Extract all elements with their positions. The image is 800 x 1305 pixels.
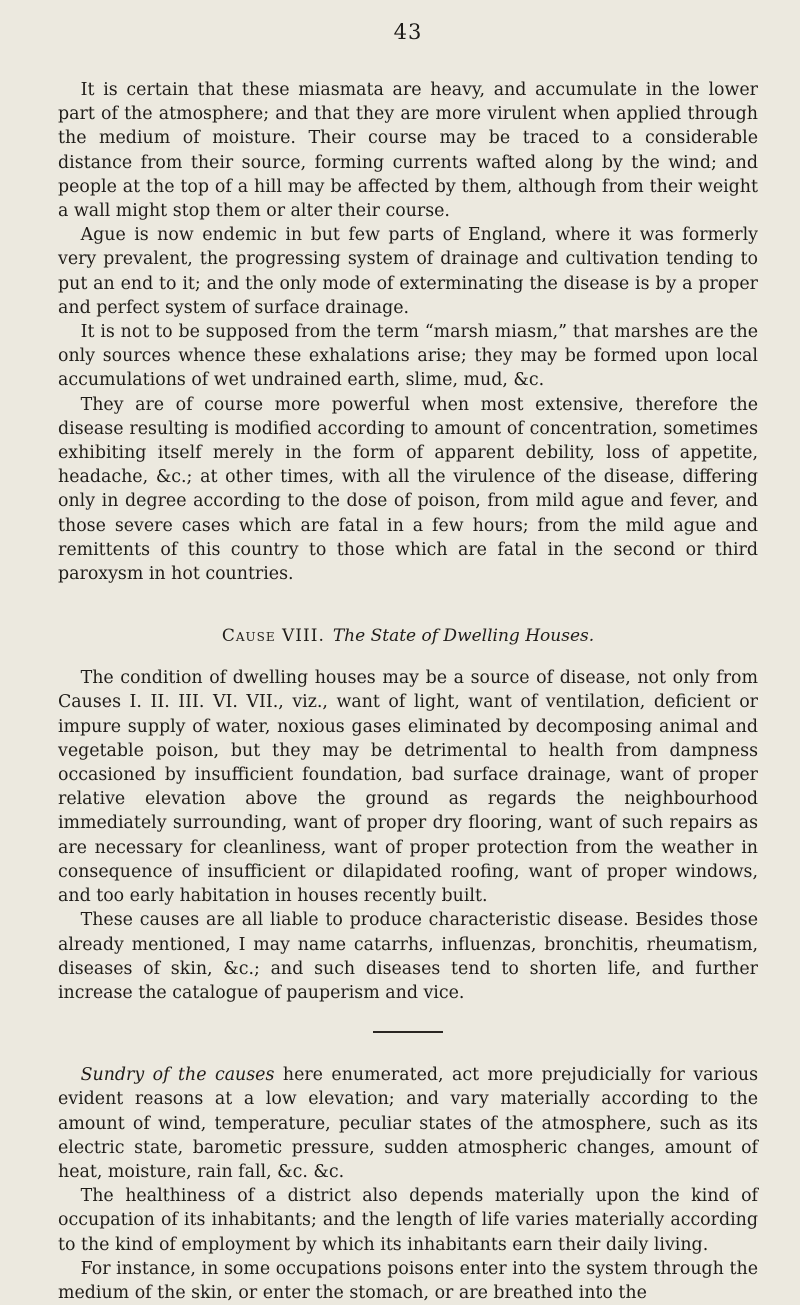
text-block-sundry-causes [58,1063,758,1305]
text-block-dwelling-houses [58,666,758,1005]
paragraph: The healthiness of a district also depends materially upon the kind of occupation of its inhabitants; and the length of life varies materially according to the kind of employment by which its inhabitants earn their daily living. [58,1186,758,1255]
paragraph: Ague is now endemic in but few parts of England, where it was formerly very prevalent, the progressing system of drainage and cultivation tending to put an end to it; and the only mode of exterminating the disease is by a proper and perfect system of surface drainage. [58,225,758,318]
paragraph: They are of course more powerful when most extensive, therefore the disease resulting is modified according to amount of concentration, sometimes exhibiting itself merely in the form of apparent debility, loss of appetite, headache, &c.; at other times, with all the virulence of the disease, differing only in degree according to the dose of poison, from mild ague and fever, and those severe cases which are fatal in a few hours; from the mild ague and remittents of this country to those which are fatal in the second or third paroxysm in hot countries. [58,394,758,585]
section-heading-title: The State of Dwelling Houses. [332,626,595,647]
paragraph: The condition of dwelling houses may be a source of disease, not only from Causes I. II. III. VI. VII., viz., want of light, want of ventilation, deficient or impure supply of water, noxious gases eliminated by decomposing animal and vegetable poison, but they may be detrimental to health from dampness occasioned by insufficient foundation, bad surface drainage, want of proper relative elevation above the ground as regards the neighbourhood immediately surrounding, want of proper dry flooring, want of such repairs as are necessary for cleanliness, want of proper protection from the weather in consequence of insufficient or dilapidated roofing, want of proper windows, and too early habitation in houses recently built. [58,668,758,907]
italic-lead-in: Sundry of the causes [80,1065,275,1086]
section-heading-label: Cause VIII. [221,626,325,647]
section-divider [373,1031,443,1033]
section-heading [58,626,758,646]
paragraph: For instance, in some occupations poisons enter into the system through the medium of the skin, or enter the stomach, or are breathed into the [58,1258,758,1303]
text-block-miasmata [58,78,758,586]
paragraph: It is not to be supposed from the term “marsh miasm,” that marshes are the only sources whence these exhalations arise; they may be formed upon local accumulations of wet undrained earth, slime, mud, &c. [58,322,758,391]
paragraph: These causes are all liable to produce characteristic disease. Besides those already mentioned, I may name catarrhs, influenzas, bronchitis, rheumatism, diseases of skin, &c.; and such diseases tend to shorten life, and further increase the catalogue of pauperism and vice. [58,910,758,1003]
page-number: 43 [393,20,423,44]
paragraph [58,1063,758,1184]
paragraph: It is certain that these miasmata are heavy, and accumulate in the lower part of the atmosphere; and that they are more virulent when applied through the medium of moisture. Their course may be traced to a considerable distance from their source, forming currents wafted along by the wind; and people at the top of a hill may be affected by them, although from their weight a wall might stop them or alter their course. [58,80,758,222]
paragraph-text: here enumerated, act more prejudicially for various evident reasons at a low elevation; and vary materially according to the amount of wind, temperature, peculiar states of the atmosphere, such as its electric state, barometic pressure, sudden atmospheric changes, amount of heat, moisture, rain fall, &c. &c. [58,1065,758,1182]
